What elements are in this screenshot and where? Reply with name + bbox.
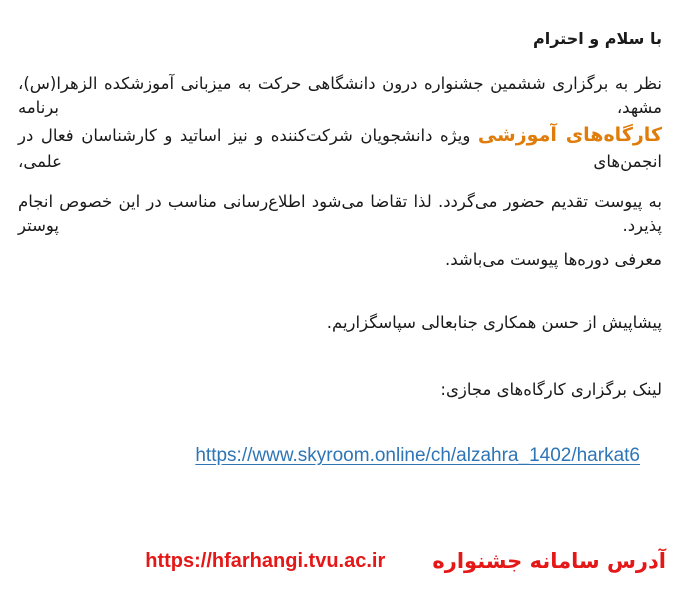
- thanks-line: پیشاپیش از حسن همکاری جنابعالی سپاسگزاریم.: [326, 313, 662, 332]
- educational-workshops-highlight: کارگاه‌های آموزشی: [477, 124, 662, 146]
- skyroom-workshop-link[interactable]: https://www.skyroom.online/ch/alzahra_1402/harkat6: [195, 445, 640, 466]
- greeting-heading: با سلام و احترام: [533, 29, 662, 48]
- body-line-1: نظر به برگزاری ششمین جشنواره درون دانشگاهی حرکت به میزبانی آموزشکده الزهرا(س)، مشهد، برنامه: [18, 74, 662, 117]
- virtual-workshops-link-label: لینک برگزاری کارگاه‌های مجازی:: [440, 380, 662, 399]
- body-line-2-rest: ویژه دانشجویان شرکت‌کننده و نیز اساتید و کارشناسان فعال در انجمن‌های علمی،: [18, 126, 662, 171]
- festival-portal-label: آدرس سامانه جشنواره: [432, 549, 666, 573]
- body-line-4: معرفی دوره‌ها پیوست می‌باشد.: [445, 250, 662, 269]
- festival-portal-url[interactable]: https://hfarhangi.tvu.ac.ir: [145, 550, 386, 572]
- body-line-2: [18, 122, 662, 173]
- body-line-3: به پیوست تقدیم حضور می‌گردد. لذا تقاضا می‌شود اطلاع‌رسانی مناسب در این خصوص انجام پذیرد. پوستر: [18, 192, 662, 235]
- footer-line: [145, 549, 666, 573]
